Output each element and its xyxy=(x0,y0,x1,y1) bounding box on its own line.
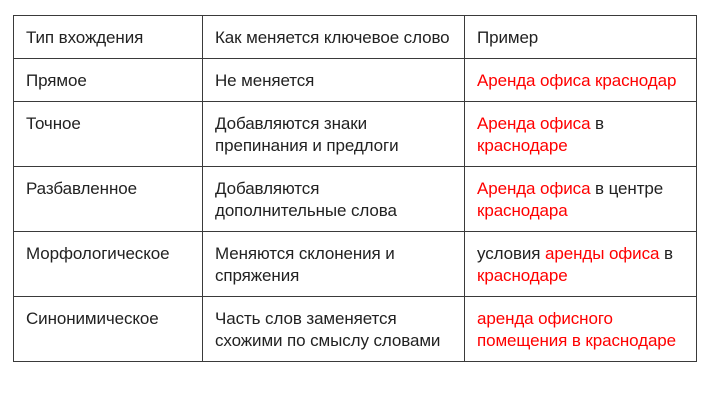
keyword-highlight: Аренда офиса xyxy=(477,179,591,198)
change-cell: Добавляются дополнительные слова xyxy=(203,167,465,232)
header-type-cell: Тип вхождения xyxy=(14,16,203,59)
keyword-highlight: краснодаре xyxy=(477,266,568,285)
type-cell: Прямое xyxy=(14,59,203,102)
change-cell: Меняются склонения и спряжения xyxy=(203,232,465,297)
type-cell: Синонимическое xyxy=(14,297,203,362)
table-row xyxy=(14,59,697,102)
header-example-cell: Пример xyxy=(465,16,697,59)
example-cell xyxy=(465,297,697,362)
example-cell xyxy=(465,59,697,102)
example-plain-text: в xyxy=(659,244,673,263)
keyword-highlight: Аренда офиса xyxy=(477,114,591,133)
change-cell: Часть слов заменяется схожими по смыслу словами xyxy=(203,297,465,362)
table-header-row xyxy=(14,16,697,59)
keyword-highlight: краснодара xyxy=(477,201,568,220)
example-cell xyxy=(465,102,697,167)
type-cell: Морфологическое xyxy=(14,232,203,297)
example-plain-text: в xyxy=(590,114,604,133)
keyword-highlight: аренды офиса xyxy=(545,244,660,263)
table-row xyxy=(14,167,697,232)
change-cell: Добавляются знаки препинания и предлоги xyxy=(203,102,465,167)
keyword-highlight: аренда офисного помещения в краснодаре xyxy=(477,309,677,350)
table-row xyxy=(14,102,697,167)
keyword-highlight: Аренда офиса краснодар xyxy=(477,71,677,90)
example-plain-text: условия xyxy=(477,244,546,263)
table-row xyxy=(14,297,697,362)
example-cell xyxy=(465,232,697,297)
table-row xyxy=(14,232,697,297)
keyword-types-table xyxy=(13,15,697,362)
example-cell xyxy=(465,167,697,232)
change-cell: Не меняется xyxy=(203,59,465,102)
type-cell: Точное xyxy=(14,102,203,167)
header-change-cell: Как меняется ключевое слово xyxy=(203,16,465,59)
keyword-highlight: краснодаре xyxy=(477,136,568,155)
example-plain-text: в центре xyxy=(590,179,664,198)
type-cell: Разбавленное xyxy=(14,167,203,232)
